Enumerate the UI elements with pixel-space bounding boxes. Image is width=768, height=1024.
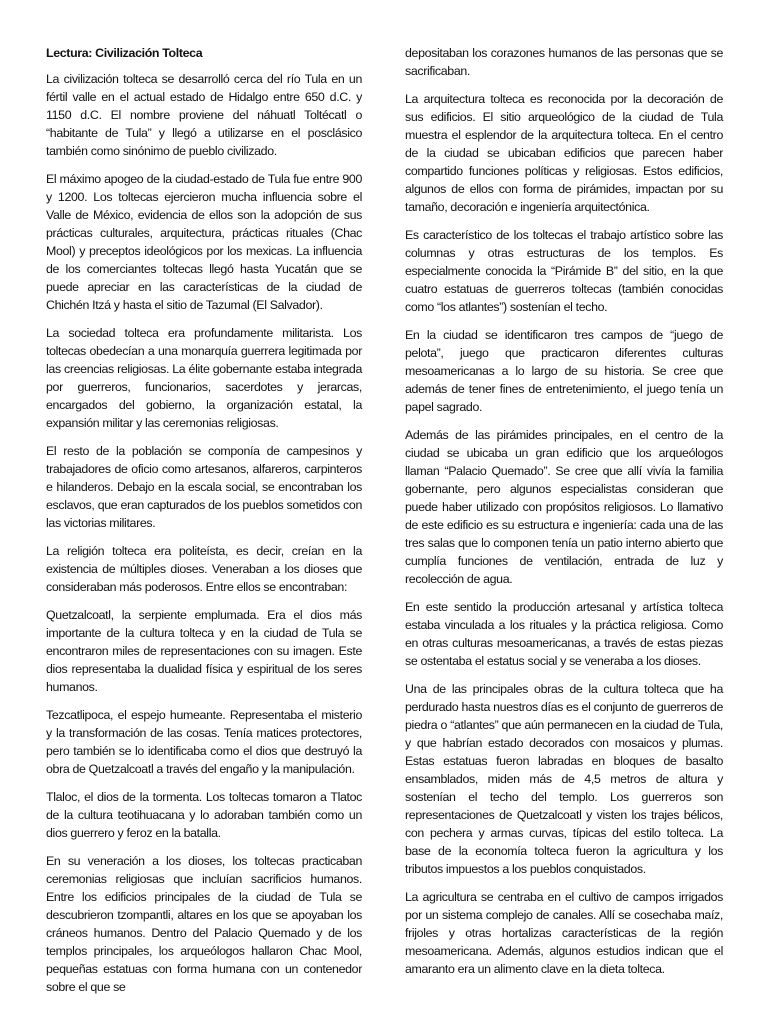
paragraph: En su veneración a los dioses, los toltecas practicaban ceremonias religiosas que incluían sacrificios humanos. Entre los edificios principales de la ciudad de Tula se descubrieron tzompantli, altares en los que se apoyaban los cráneos humanos. Dentro del Palacio Quemado y de los templos principales, los arqueólogos hallaron Chac Mool, pequeñas estatuas con forma humana con un contenedor sobre el que se (46, 854, 362, 994)
paragraph: Quetzalcoatl, la serpiente emplumada. Era el dios más importante de la cultura tolteca y en la ciudad de Tula se encontraron miles de representaciones con su imagen. Este dios representaba la dualidad física y espiritual de los seres humanos. (46, 608, 362, 694)
paragraph: Además de las pirámides principales, en el centro de la ciudad se ubicaba un gran edificio que los arqueólogos llaman “Palacio Quemado”. Se cree que allí vivía la familia gobernante, pero algunos especialistas consideran que puede haber utilizado con propósitos religiosos. Lo llamativo de este edificio es su estructura e ingeniería: cada una de las tres salas que lo componen tenía un patio interno abierto que cumplía funciones de ventilación, entrada de luz y recolección de agua. (405, 428, 723, 586)
right-column (405, 44, 723, 988)
paragraph: depositaban los corazones humanos de las personas que se sacrificaban. (405, 46, 723, 78)
paragraph: La civilización tolteca se desarrolló cerca del río Tula en un fértil valle en el actual estado de Hidalgo entre 650 d.C. y 1150 d.C. El nombre proviene del náhuatl Toltécatl o “habitante de Tula” y llegó a utilizarse en el posclásico también como sinónimo de pueblo civilizado. (46, 72, 362, 158)
paragraph: La sociedad tolteca era profundamente militarista. Los toltecas obedecían a una monarquía guerrera legitimada por las creencias religiosas. La élite gobernante estaba integrada por guerreros, funcionarios, sacerdotes y jerarcas, encargados del gobierno, la organización estatal, la expansión militar y las ceremonias religiosas. (46, 326, 362, 430)
paragraph: Tezcatlipoca, el espejo humeante. Representaba el misterio y la transformación de las cosas. Tenía matices protectores, pero también se lo identificaba como el dios que destruyó la obra de Quetzalcoatl a través del engaño y la manipulación. (46, 708, 362, 776)
paragraph: Tlaloc, el dios de la tormenta. Los toltecas tomaron a Tlatoc de la cultura teotihuacana y lo adoraban también como un dios guerrero y feroz en la batalla. (46, 790, 362, 840)
paragraph: La arquitectura tolteca es reconocida por la decoración de sus edificios. El sitio arqueológico de la ciudad de Tula muestra el esplendor de la arquitectura tolteca. En el centro de la ciudad se ubicaban edificios que parecen haber compartido funciones políticas y religiosas. Estos edificios, algunos de ellos con forma de pirámides, impactan por su tamaño, decoración e ingeniería arquitectónica. (405, 92, 723, 214)
left-column (46, 44, 362, 1006)
paragraph: Es característico de los toltecas el trabajo artístico sobre las columnas y otras estructuras de los templos. Es especialmente conocida la “Pirámide B” del sitio, en la que cuatro estatuas de guerreros toltecas (también conocidas como “los atlantes”) sostenían el techo. (405, 228, 723, 314)
paragraph: Una de las principales obras de la cultura tolteca que ha perdurado hasta nuestros días es el conjunto de guerreros de piedra o “atlantes” que aún permanecen en la ciudad de Tula, y que habrían estado decorados con mosaicos y plumas. Estas estatuas fueron labradas en bloques de basalto ensamblados, miden más de 4,5 metros de altura y sostenían el techo del templo. Los guerreros son representaciones de Quetzalcoatl y visten los trajes bélicos, con pechera y armas curvas, típicas del estilo tolteca. La base de la economía tolteca fueron la agricultura y los tributos impuestos a los pueblos conquistados. (405, 682, 723, 876)
paragraph: La religión tolteca era politeísta, es decir, creían en la existencia de múltiples dioses. Veneraban a los dioses que consideraban más poderosos. Entre ellos se encontraban: (46, 544, 362, 594)
paragraph: En este sentido la producción artesanal y artística tolteca estaba vinculada a los rituales y la práctica religiosa. Como en otras culturas mesoamericanas, a través de estas piezas se ostentaba el estatus social y se veneraba a los dioses. (405, 600, 723, 668)
paragraph: En la ciudad se identificaron tres campos de “juego de pelota”, juego que practicaron diferentes culturas mesoamericanas a lo largo de su historia. Se cree que además de tener fines de entretenimiento, el juego tenía un papel sagrado. (405, 328, 723, 414)
document-title: Lectura: Civilización Tolteca (46, 46, 203, 60)
paragraph: El máximo apogeo de la ciudad-estado de Tula fue entre 900 y 1200. Los toltecas ejercieron mucha influencia sobre el Valle de México, evidencia de ellos son la adopción de sus prácticas culturales, arquitectura, prácticas rituales (Chac Mool) y preceptos ideológicos por los mexicas. La influencia de los comerciantes toltecas llegó hasta Yucatán que se puede apreciar en las características de la ciudad de Chichén Itzá y hasta el sitio de Tazumal (El Salvador). (46, 172, 362, 312)
paragraph: La agricultura se centraba en el cultivo de campos irrigados por un sistema complejo de canales. Allí se cosechaba maíz, frijoles y otras hortalizas características de la región mesoamericana. Además, algunos estudios indican que el amaranto era un alimento clave en la dieta tolteca. (405, 890, 723, 976)
paragraph: El resto de la población se componía de campesinos y trabajadores de oficio como artesanos, alfareros, carpinteros e hilanderos. Debajo en la escala social, se encontraban los esclavos, que eran capturados de los pueblos sometidos con las victorias militares. (46, 444, 362, 530)
